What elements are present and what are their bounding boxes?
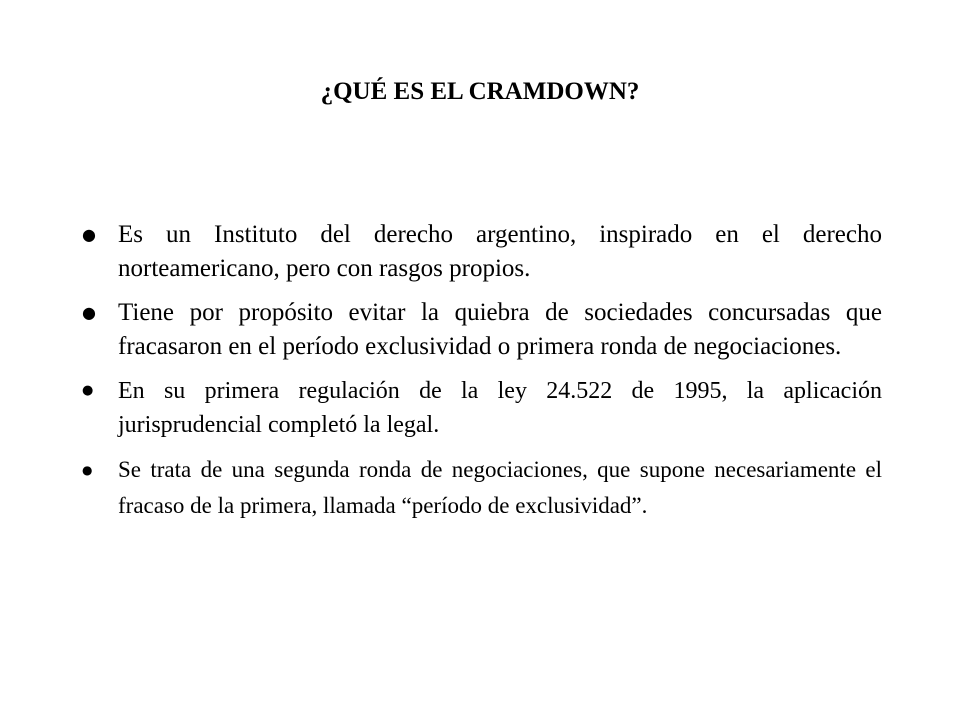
- bullet-text: Es un Instituto del derecho argentino, inspirado en el derecho norteamericano, pero con rasgos propios.: [118, 221, 882, 282]
- bullet-dot-icon: ●: [82, 383, 94, 398]
- bullet-text: En su primera regulación de la ley 24.522 de 1995, la aplicación jurisprudencial completó la legal.: [118, 378, 882, 438]
- bullet-text: Se trata de una segunda ronda de negociaciones, que supone necesariamente el fracaso de la primera, llamada “período de exclusividad”.: [118, 457, 882, 518]
- bullet-dot-icon: ●: [82, 303, 96, 322]
- bullet-item: [82, 452, 882, 524]
- bullet-dot-icon: ●: [82, 463, 93, 477]
- bullet-item: [82, 296, 882, 364]
- bullet-text: Tiene por propósito evitar la quiebra de sociedades concursadas que fracasaron en el período exclusividad o primera ronda de negociaciones.: [118, 299, 882, 360]
- bullet-item: [82, 374, 882, 442]
- slide-title: ¿QUÉ ES EL CRAMDOWN?: [320, 78, 640, 105]
- bullet-list: [82, 218, 882, 524]
- bullet-item: [82, 218, 882, 286]
- bullet-dot-icon: ●: [82, 225, 96, 244]
